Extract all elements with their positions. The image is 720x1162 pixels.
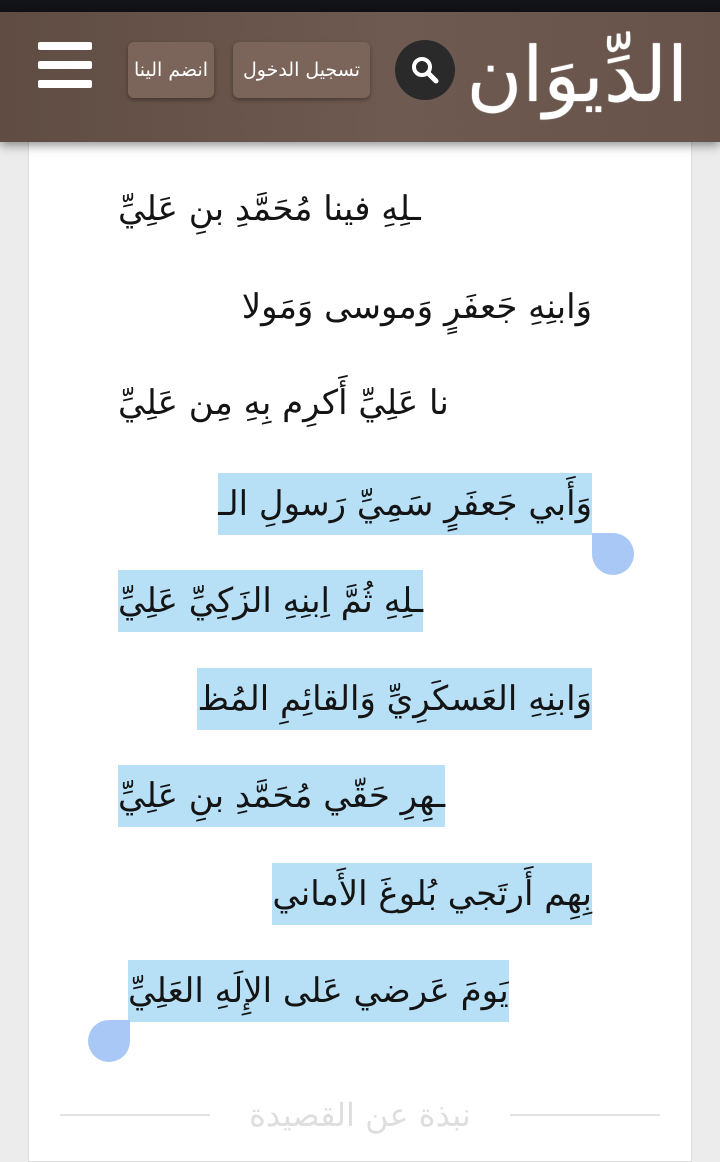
verse-line-selected[interactable]: وَأَبي جَعفَرٍ سَمِيِّ رَسولِ الـ	[218, 473, 592, 535]
site-header	[0, 12, 720, 142]
verse-line-selected[interactable]: بِهِم أَرتَجي بُلوغَ الأَماني	[272, 863, 592, 925]
verse-line-selected[interactable]: يَومَ عَرضي عَلى الإِلَهِ العَلِيِّ	[128, 960, 509, 1022]
hamburger-menu-icon[interactable]	[38, 42, 94, 90]
selection-start-handle[interactable]	[592, 533, 634, 575]
verse-line: ـلِهِ فينا مُحَمَّدِ بنِ عَلِيِّ	[118, 189, 421, 229]
verse-line: نا عَلِيِّ أَكرِم بِهِ مِن عَلِيِّ	[118, 383, 449, 423]
status-bar	[0, 0, 720, 12]
divider	[510, 1114, 660, 1116]
selection-end-handle[interactable]	[88, 1020, 130, 1062]
verse-line: وَابنِهِ جَعفَرٍ وَموسى وَمَولا	[241, 287, 592, 327]
join-us-button[interactable]: انضم الينا	[128, 42, 214, 98]
search-button[interactable]	[395, 40, 455, 100]
section-header	[60, 1090, 660, 1140]
divider	[60, 1114, 210, 1116]
site-logo[interactable]: الدِّيوَان	[466, 30, 688, 119]
verse-line-selected[interactable]: وَابنِهِ العَسكَرِيِّ وَالقائِمِ المُظ	[197, 668, 592, 730]
login-button[interactable]: تسجيل الدخول	[233, 42, 370, 98]
verse-line-selected[interactable]: ـهِرِ حَقّي مُحَمَّدِ بنِ عَلِيِّ	[118, 765, 445, 827]
verse-line-selected[interactable]: ـلِهِ ثُمَّ اِبنِهِ الزَكِيِّ عَلِيِّ	[118, 570, 423, 632]
section-title: نبذة عن القصيدة	[249, 1096, 471, 1134]
search-icon	[410, 55, 440, 85]
